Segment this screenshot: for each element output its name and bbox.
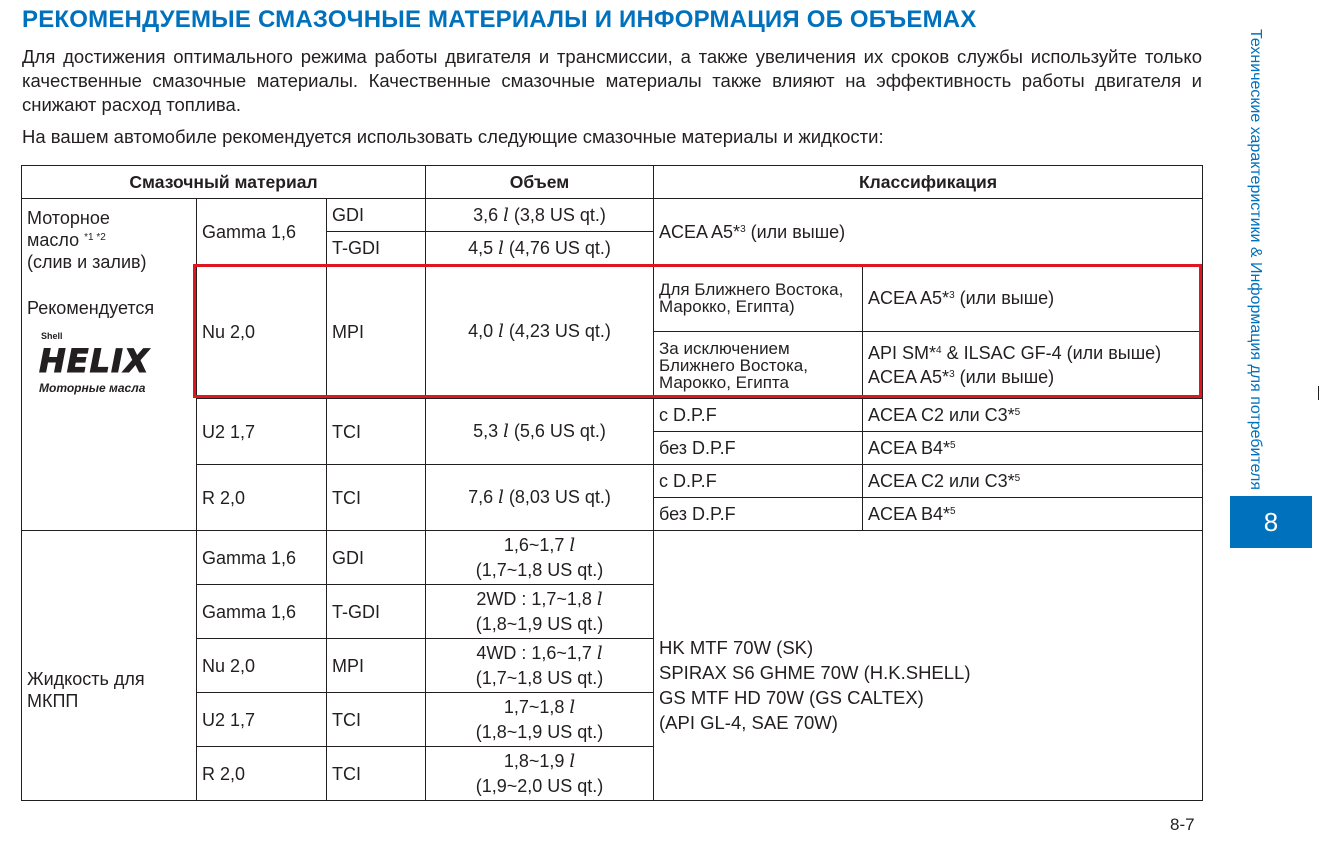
lubricants-table	[21, 165, 1203, 801]
engine-cell: U2 1,7	[197, 693, 327, 747]
engine-cell: Nu 2,0	[197, 265, 327, 399]
classification-cell	[863, 265, 1203, 332]
side-chapter-label	[1242, 0, 1264, 490]
volume-qt: (1,7~1,8 US qt.)	[475, 668, 604, 688]
type-cell: GDI	[327, 199, 426, 232]
logo-shell-text: Shell	[41, 331, 63, 341]
engine-cell: Nu 2,0	[197, 639, 327, 693]
region-cell: За исключением Ближнего Востока, Марокко, Египта	[654, 332, 863, 399]
volume-value: 1,8~1,9	[503, 751, 570, 771]
footnote-ref: 5	[1014, 407, 1021, 418]
footnote-ref: 4	[936, 345, 942, 356]
footnote-ref: 5	[950, 506, 956, 517]
engine-cell: U2 1,7	[197, 399, 327, 465]
dpf-cell: с D.P.F	[654, 465, 863, 498]
class-tail: & ILSAC GF-4 (или выше)	[941, 343, 1162, 363]
table-row	[22, 265, 1203, 332]
volume-value: 4WD : 1,6~1,7	[476, 643, 597, 663]
table-row	[22, 199, 1203, 232]
engine-cell: R 2,0	[197, 465, 327, 531]
volume-line	[431, 749, 648, 774]
volume-unit: l	[498, 487, 504, 508]
mt-fluid-label: Жидкость для	[27, 668, 145, 689]
header-classification: Классификация	[654, 166, 1203, 199]
type-cell: MPI	[327, 639, 426, 693]
volume-value: 4,0	[468, 321, 499, 341]
dpf-cell: с D.P.F	[654, 399, 863, 432]
volume-qt: (1,8~1,9 US qt.)	[475, 722, 604, 742]
engine-oil-label-3: (слив и залив)	[27, 252, 147, 272]
class-tail: (или выше)	[954, 367, 1055, 387]
footnote-ref: 3	[740, 223, 746, 235]
classification-cell	[863, 498, 1203, 531]
page-number: 8-7	[1170, 815, 1195, 834]
volume-line	[431, 533, 648, 558]
mt-class-line: HK MTF 70W (SK)	[659, 636, 814, 658]
class-tail: (или выше)	[745, 221, 846, 242]
volume-unit: l	[596, 643, 603, 664]
class-text: ACEA B4*	[868, 438, 951, 458]
volume-unit: l	[596, 589, 603, 610]
engine-oil-label-2	[27, 229, 191, 251]
mt-class-line: SPIRAX S6 GHME 70W (H.K.SHELL)	[659, 661, 971, 683]
volume-qt: (3,8 US qt.)	[508, 204, 606, 225]
volume-unit: l	[569, 697, 576, 718]
dpf-cell: без D.P.F	[654, 432, 863, 465]
volume-value: 4,5	[468, 237, 499, 258]
footnote-ref: 5	[950, 440, 956, 451]
class-text: ACEA A5*	[868, 288, 950, 308]
table-row	[22, 399, 1203, 432]
recommended-label: Рекомендуется	[27, 298, 155, 318]
engine-cell: R 2,0	[197, 747, 327, 801]
type-cell: T-GDI	[327, 585, 426, 639]
volume-cell	[426, 199, 654, 232]
class-text: ACEA C2 или C3*	[868, 405, 1015, 425]
volume-cell	[426, 747, 654, 801]
volume-qt: (8,03 US qt.)	[503, 487, 611, 507]
mt-class-line: GS MTF HD 70W (GS CALTEX)	[659, 686, 924, 708]
engine-cell: Gamma 1,6	[197, 585, 327, 639]
mt-classification-cell	[654, 531, 1203, 801]
classification-cell	[863, 432, 1203, 465]
type-cell: MPI	[327, 265, 426, 399]
mt-fluid-label-2: МКПП	[27, 690, 79, 711]
volume-unit: l	[569, 535, 576, 556]
class-line	[868, 365, 1197, 389]
class-text: ACEA C2 или C3*	[868, 471, 1015, 491]
volume-cell	[426, 265, 654, 399]
mt-fluid-label-cell	[22, 531, 197, 801]
type-cell: TCI	[327, 693, 426, 747]
volume-unit: l	[498, 321, 504, 342]
type-cell: T-GDI	[327, 232, 426, 265]
volume-line	[431, 641, 648, 666]
table-header-row	[22, 166, 1203, 199]
engine-cell: Gamma 1,6	[197, 199, 327, 265]
volume-unit: l	[503, 421, 509, 442]
engine-oil-label: Моторное	[27, 208, 110, 228]
volume-cell	[426, 531, 654, 585]
class-text: ACEA A5*	[868, 367, 950, 387]
classification-cell	[863, 332, 1203, 399]
volume-qt: (1,7~1,8 US qt.)	[475, 560, 604, 580]
volume-cell	[426, 399, 654, 465]
volume-cell	[426, 693, 654, 747]
classification-cell	[863, 399, 1203, 432]
volume-cell	[426, 585, 654, 639]
footnote-ref: 5	[1014, 473, 1021, 484]
volume-cell	[426, 465, 654, 531]
margin-tick	[1318, 386, 1319, 400]
footnote-ref: 3	[949, 290, 955, 301]
side-label-text: Технические характеристики & Информация для потребителя	[1247, 28, 1264, 490]
volume-line	[431, 587, 648, 612]
volume-value: 1,6~1,7	[503, 535, 570, 555]
footnote-ref: *1 *2	[84, 232, 106, 243]
volume-value: 5,3	[473, 421, 504, 441]
type-cell: TCI	[327, 465, 426, 531]
type-cell: TCI	[327, 747, 426, 801]
classification-cell	[654, 199, 1203, 265]
engine-oil-label-text: масло	[27, 230, 85, 250]
class-line	[868, 341, 1197, 365]
classification-cell	[863, 465, 1203, 498]
intro-paragraph-2: На вашем автомобиле рекомендуется использовать следующие смазочные материалы и жидкости:	[22, 126, 884, 147]
class-text: ACEA B4*	[868, 504, 951, 524]
table-row	[22, 531, 1203, 585]
type-cell: TCI	[327, 399, 426, 465]
type-cell: GDI	[327, 531, 426, 585]
volume-value: 7,6	[468, 487, 499, 507]
logo-sub-text: Моторные масла	[39, 381, 146, 395]
volume-value: 1,7~1,8	[503, 697, 570, 717]
class-text: API SM*	[868, 343, 937, 363]
volume-value: 2WD : 1,7~1,8	[476, 589, 597, 609]
page-title: РЕКОМЕНДУЕМЫЕ СМАЗОЧНЫЕ МАТЕРИАЛЫ И ИНФОРМАЦИЯ ОБ ОБЪЕМАХ	[22, 6, 977, 33]
footnote-ref: 3	[949, 369, 955, 380]
volume-qt: (4,76 US qt.)	[503, 237, 611, 258]
volume-line	[431, 695, 648, 720]
volume-unit: l	[503, 204, 509, 226]
volume-cell	[426, 232, 654, 265]
table-row	[22, 465, 1203, 498]
volume-value: 3,6	[473, 204, 504, 225]
logo-helix-text: HELIX	[39, 342, 150, 380]
mt-class-line: (API GL-4, SAE 70W)	[659, 711, 838, 733]
volume-qt: (1,9~2,0 US qt.)	[475, 776, 604, 796]
volume-cell	[426, 639, 654, 693]
volume-unit: l	[498, 237, 504, 259]
engine-cell: Gamma 1,6	[197, 531, 327, 585]
volume-qt: (5,6 US qt.)	[508, 421, 606, 441]
region-cell: Для Ближнего Востока, Марокко, Египта)	[654, 265, 863, 332]
volume-qt: (4,23 US qt.)	[503, 321, 611, 341]
engine-oil-label-cell	[22, 199, 197, 531]
header-lubricant: Смазочный материал	[22, 166, 426, 199]
volume-unit: l	[569, 751, 576, 772]
header-volume: Объем	[426, 166, 654, 199]
chapter-tab[interactable]: 8	[1230, 496, 1312, 548]
class-tail: (или выше)	[954, 288, 1055, 308]
class-text: ACEA A5*	[659, 221, 741, 242]
volume-qt: (1,8~1,9 US qt.)	[475, 614, 604, 634]
dpf-cell: без D.P.F	[654, 498, 863, 531]
shell-helix-logo	[39, 325, 171, 399]
intro-paragraph: Для достижения оптимального режима работы двигателя и трансмиссии, а также увеличения их сроков службы используйте только качественные смазочные материалы. Качественные смазочные материалы также влияют на эффективность работы двигателя и снижают расход топлива.	[22, 46, 1202, 115]
